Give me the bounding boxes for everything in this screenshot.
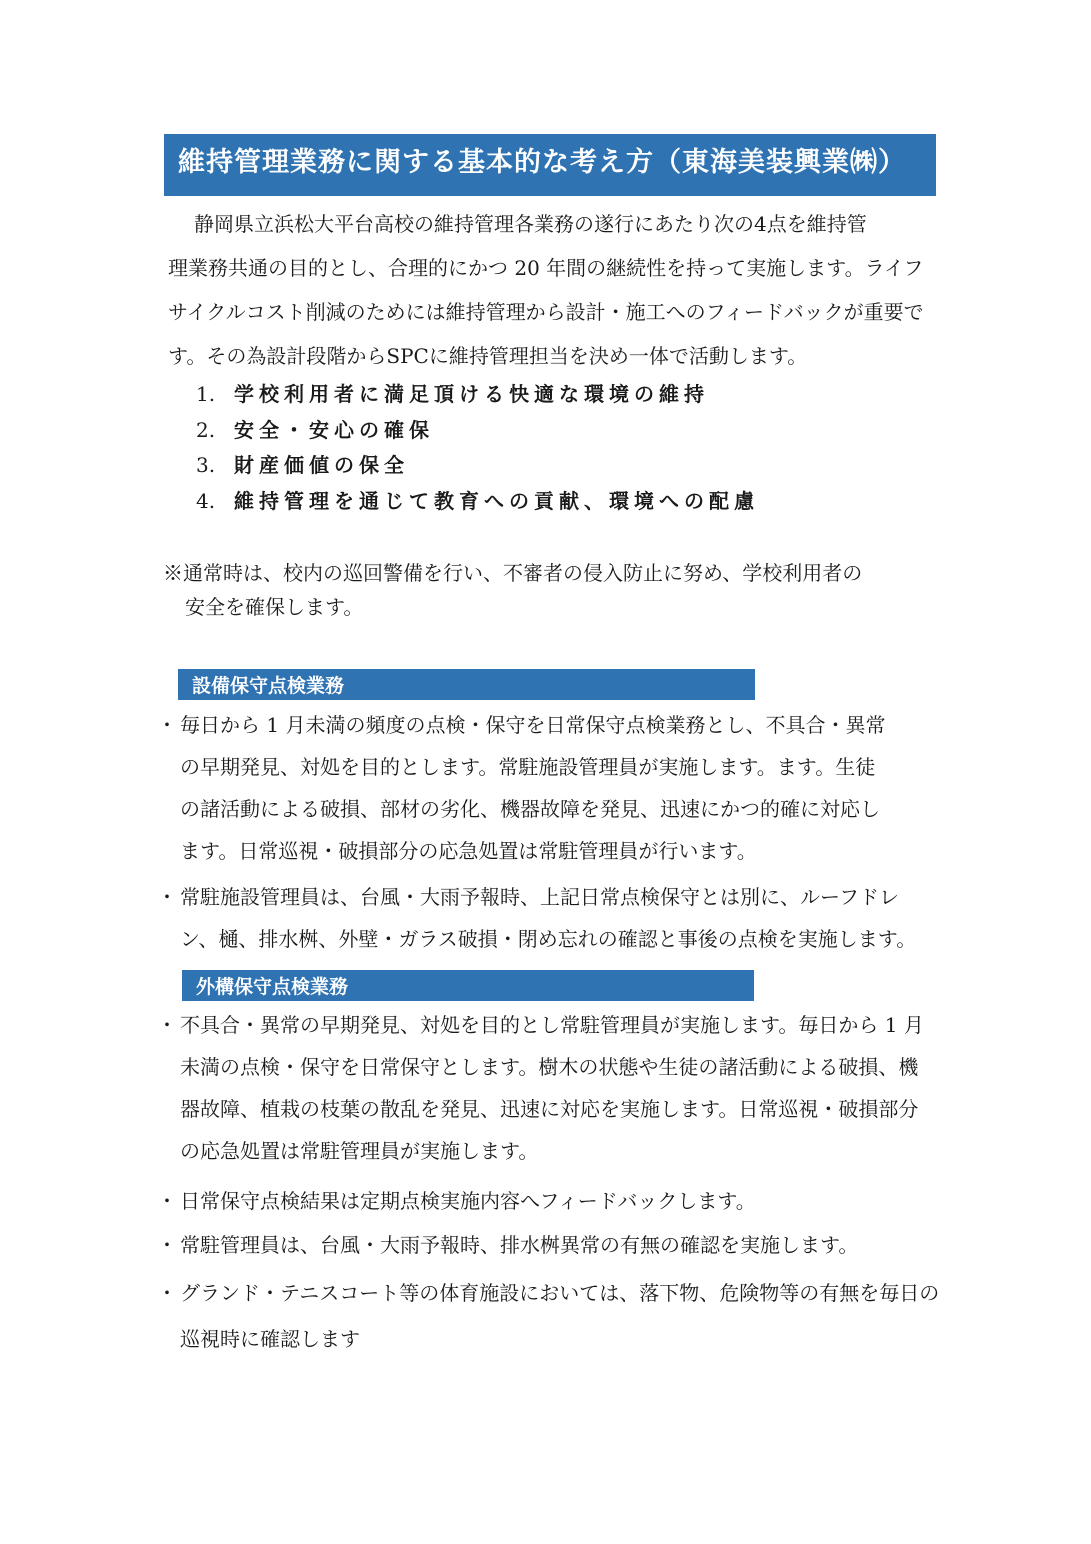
note-paragraph bbox=[163, 556, 963, 624]
goal-text: 維持管理を通じて教育への貢献、環境への配慮 bbox=[234, 488, 759, 513]
goal-text: 学校利用者に満足頂ける快適な環境の維持 bbox=[234, 382, 709, 406]
bullet-dot: ・ bbox=[157, 713, 177, 737]
list-line: 器故障、植栽の枝葉の散乱を発見、迅速に対応を実施します。日常巡視・破損部分 bbox=[180, 1097, 919, 1121]
bullet-dot: ・ bbox=[157, 885, 177, 909]
bullet-dot: ・ bbox=[157, 1189, 177, 1213]
page-title: 維持管理業務に関する基本的な考え方（東海美装興業㈱） bbox=[164, 134, 936, 196]
list-line: 未満の点検・保守を日常保守とします。樹木の状態や生徒の諸活動による破損、機 bbox=[180, 1055, 919, 1079]
list-line: 毎日から 1 月未満の頻度の点検・保守を日常保守点検業務とし、不具合・異常 bbox=[180, 713, 886, 737]
list-line: の早期発見、対処を目的とします。常駐施設管理員が実施します。ます。生徒 bbox=[180, 755, 876, 779]
list-line: 巡視時に確認します bbox=[180, 1327, 360, 1351]
list-item bbox=[157, 876, 957, 960]
goal-item bbox=[196, 485, 759, 521]
intro-line: サイクルコスト削減のためには維持管理から設計・施工へのフィードバックが重要で bbox=[168, 300, 924, 324]
list-line: 常駐管理員は、台風・大雨予報時、排水桝異常の有無の確認を実施します。 bbox=[180, 1233, 859, 1257]
list-item bbox=[157, 704, 957, 872]
list-line: 常駐施設管理員は、台風・大雨予報時、上記日常点検保守とは別に、ルーフドレ bbox=[180, 885, 899, 909]
section-exterior-list bbox=[157, 1004, 957, 1362]
goal-number: 2. bbox=[196, 417, 216, 442]
list-line: の応急処置は常駐管理員が実施します。 bbox=[180, 1139, 539, 1163]
goal-item bbox=[196, 414, 759, 450]
bullet-dot: ・ bbox=[157, 1233, 177, 1257]
intro-line: 静岡県立浜松大平台高校の維持管理各業務の遂行にあたり次の4点を維持管 bbox=[194, 212, 867, 236]
goal-item bbox=[196, 449, 759, 485]
goal-text: 財産価値の保全 bbox=[234, 453, 409, 477]
list-line: の諸活動による破損、部材の劣化、機器故障を発見、迅速にかつ的確に対応し bbox=[180, 797, 880, 821]
intro-paragraph bbox=[168, 202, 948, 378]
list-item bbox=[157, 1180, 957, 1222]
bullet-dot: ・ bbox=[157, 1013, 177, 1037]
note-line: 安全を確保します。 bbox=[185, 595, 364, 619]
intro-line: す。その為設計段階からSPCに維持管理担当を決め一体で活動します。 bbox=[168, 344, 808, 368]
goal-number: 3. bbox=[196, 453, 216, 477]
bullet-dot: ・ bbox=[157, 1281, 177, 1305]
list-line: 日常保守点検結果は定期点検実施内容へフィードバックします。 bbox=[180, 1189, 756, 1213]
list-line: 不具合・異常の早期発見、対処を目的とし常駐管理員が実施します。毎日から 1 月 bbox=[180, 1013, 924, 1037]
list-item bbox=[157, 1224, 957, 1266]
goal-list bbox=[196, 378, 759, 520]
goal-text: 安全・安心の確保 bbox=[234, 417, 434, 442]
goal-number: 4. bbox=[196, 488, 216, 513]
note-line: ※通常時は、校内の巡回警備を行い、不審者の侵入防止に努め、学校利用者の bbox=[163, 561, 863, 585]
list-line: ン、樋、排水桝、外壁・ガラス破損・閉め忘れの確認と事後の点検を実施します。 bbox=[180, 927, 917, 951]
list-item bbox=[157, 1004, 957, 1172]
intro-line: 理業務共通の目的とし、合理的にかつ 20 年間の継続性を持って実施します。ライフ bbox=[168, 256, 924, 280]
list-line: グランド・テニスコート等の体育施設においては、落下物、危険物等の有無を毎日の bbox=[180, 1281, 940, 1305]
goal-item bbox=[196, 378, 759, 414]
list-line: ます。日常巡視・破損部分の応急処置は常駐管理員が行います。 bbox=[180, 839, 757, 863]
list-item bbox=[157, 1270, 957, 1362]
goal-number: 1. bbox=[196, 382, 216, 406]
section-heading-equipment: 設備保守点検業務 bbox=[178, 669, 755, 700]
section-equipment-list bbox=[157, 704, 957, 960]
section-heading-exterior: 外構保守点検業務 bbox=[182, 970, 754, 1001]
